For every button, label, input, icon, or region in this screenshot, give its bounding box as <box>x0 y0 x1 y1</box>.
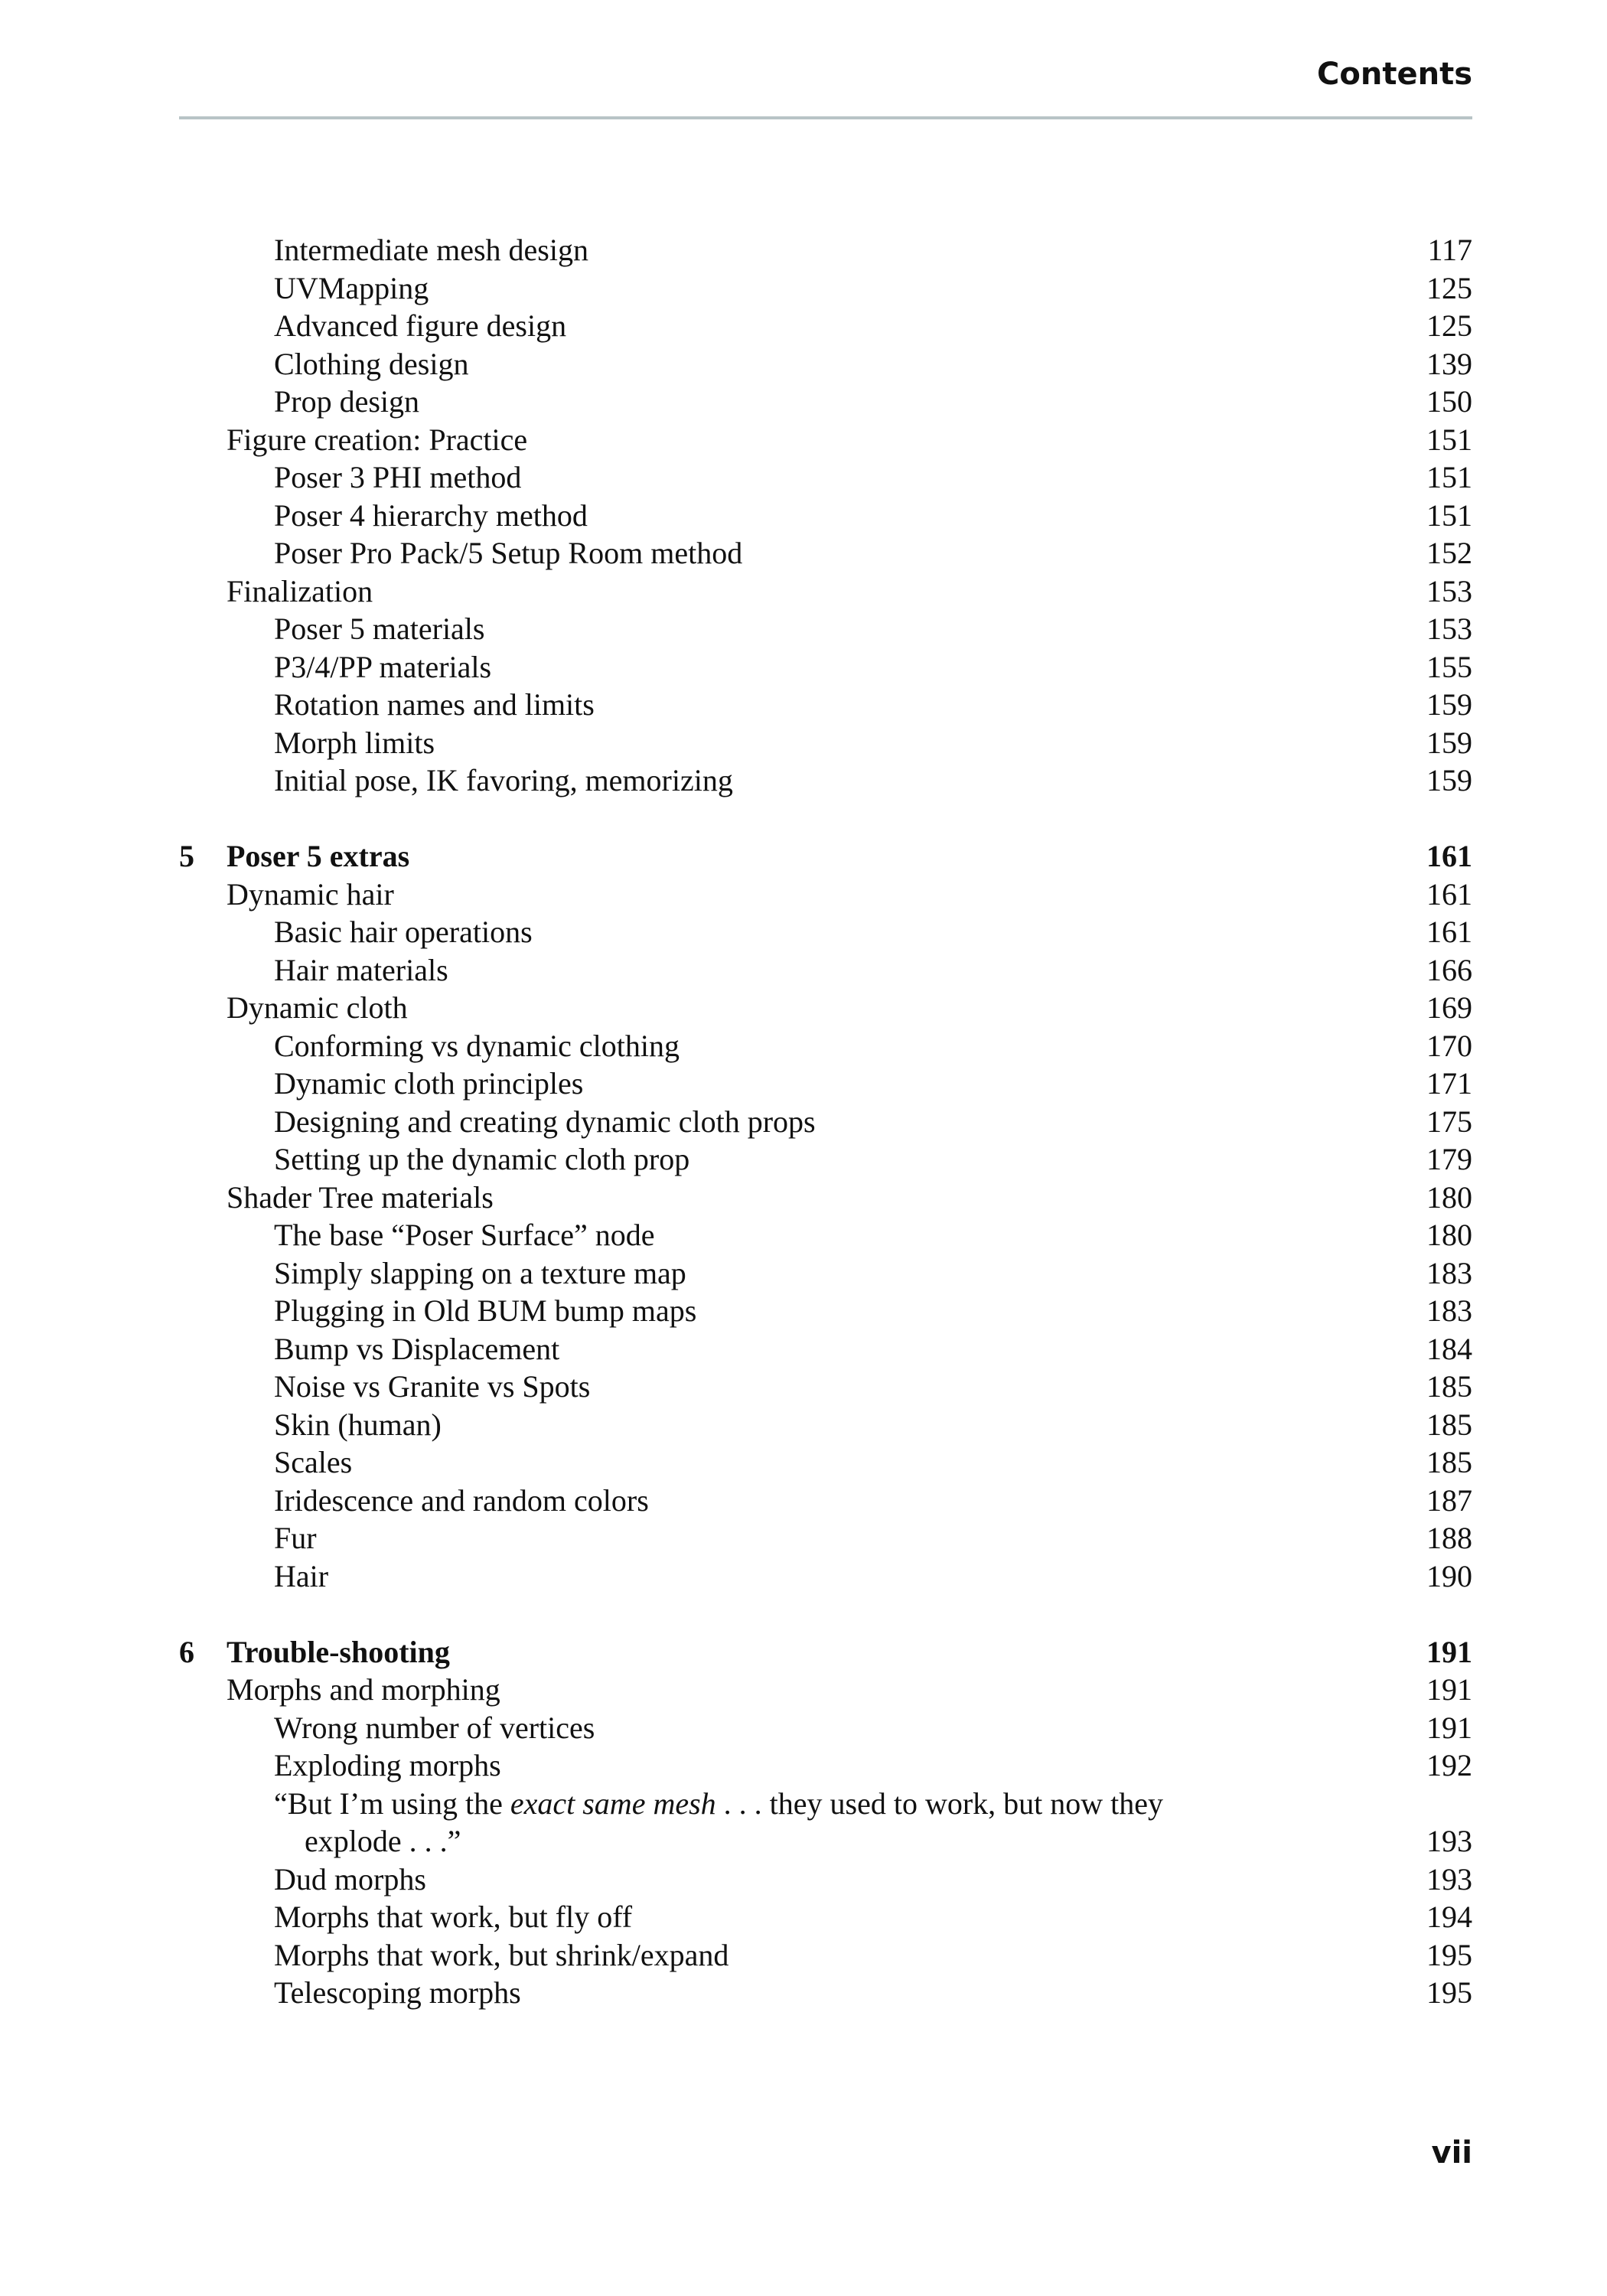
toc-section-page: 180 <box>1426 1179 1472 1215</box>
toc-entry[interactable] <box>179 1368 1472 1406</box>
toc-entry[interactable] <box>179 1406 1472 1444</box>
toc-section-title: Shader Tree materials <box>227 1179 494 1215</box>
toc-entry-page: 125 <box>1426 270 1472 305</box>
toc-section-page: 153 <box>1426 573 1472 608</box>
chapter-title: Trouble-shooting <box>227 1634 450 1669</box>
toc-entry[interactable] <box>179 1861 1472 1899</box>
toc-entry[interactable] <box>179 1254 1472 1293</box>
toc-entry-title: Poser 4 hierarchy method <box>274 497 588 533</box>
chapter-number: 6 <box>179 1634 194 1669</box>
toc-entry-title-continuation: explode . . .” <box>305 1824 461 1858</box>
toc-entry-title: Wrong number of vertices <box>274 1710 595 1745</box>
toc-entry-page: 125 <box>1426 308 1472 343</box>
toc-entry-page: 195 <box>1426 1937 1472 1972</box>
page-number: vii <box>1431 2135 1472 2170</box>
toc-entry-page: 179 <box>1426 1142 1472 1176</box>
toc-section[interactable] <box>179 1671 1472 1709</box>
toc-entry[interactable] <box>179 686 1472 724</box>
toc-entry-title: Morph limits <box>274 725 435 760</box>
toc-entry[interactable] <box>179 1709 1472 1747</box>
toc-entry-title: Iridescence and random colors <box>274 1482 649 1518</box>
toc-section[interactable] <box>179 572 1472 611</box>
toc-entry-page: 151 <box>1426 497 1472 533</box>
toc-entry[interactable] <box>179 724 1472 762</box>
toc-entry-title: Telescoping morphs <box>274 1975 521 2010</box>
toc-entry-page: 190 <box>1426 1558 1472 1593</box>
toc-entry-page: 152 <box>1426 536 1472 570</box>
toc-section[interactable] <box>179 876 1472 914</box>
toc-entry[interactable] <box>179 458 1472 497</box>
toc-entry-title: Advanced figure design <box>274 308 567 343</box>
toc-entry[interactable] <box>179 269 1472 308</box>
toc-entry-page: 161 <box>1426 915 1472 949</box>
toc-entry-title: Dynamic cloth principles <box>274 1066 584 1101</box>
toc-entry-title: Basic hair operations <box>274 915 533 949</box>
toc-entry-title: Setting up the dynamic cloth prop <box>274 1142 690 1176</box>
toc-entry[interactable] <box>179 1898 1472 1936</box>
toc-entry-title: Plugging in Old BUM bump maps <box>274 1293 697 1328</box>
toc-section-page: 151 <box>1426 422 1472 457</box>
toc-entry[interactable] <box>179 1292 1472 1330</box>
toc-section[interactable] <box>179 989 1472 1027</box>
toc-entry-title: Hair materials <box>274 952 448 987</box>
toc-section-page: 161 <box>1426 876 1472 912</box>
toc-section-title: Figure creation: Practice <box>227 422 528 457</box>
toc-entry-title: Hair <box>274 1558 329 1593</box>
toc-section-page: 191 <box>1426 1672 1472 1707</box>
toc-entry-page: 139 <box>1426 346 1472 381</box>
toc-entry-title: Noise vs Granite vs Spots <box>274 1369 591 1404</box>
toc-entry[interactable] <box>179 1746 1472 1785</box>
toc-entry-title: Designing and creating dynamic cloth props <box>274 1104 816 1139</box>
toc-entry[interactable] <box>179 1216 1472 1254</box>
toc-section[interactable] <box>179 1179 1472 1217</box>
toc-entry-title: Clothing design <box>274 346 469 381</box>
toc-entry-page: 194 <box>1426 1900 1472 1934</box>
toc-entry-page: 117 <box>1427 233 1472 267</box>
chapter-title: Poser 5 extras <box>227 839 410 873</box>
toc-entry-multiline[interactable] <box>179 1785 1472 1823</box>
chapter-number: 5 <box>179 839 194 873</box>
toc-entry-title: Poser 3 PHI method <box>274 460 522 494</box>
toc-entry[interactable] <box>179 913 1472 951</box>
toc-entry-page: 183 <box>1426 1255 1472 1290</box>
toc-entry[interactable] <box>179 1330 1472 1368</box>
toc-entry[interactable] <box>179 1065 1472 1103</box>
toc-entry-title: Skin (human) <box>274 1407 442 1442</box>
toc-entry[interactable] <box>179 648 1472 687</box>
toc-entry-title: Poser 5 materials <box>274 612 485 646</box>
toc-section-title: Morphs and morphing <box>227 1672 500 1707</box>
toc-chapter-6[interactable] <box>179 1633 1472 1671</box>
toc-entry-continuation[interactable] <box>179 1822 1472 1861</box>
toc-entry-page: 159 <box>1426 725 1472 760</box>
toc-section-title: Finalization <box>227 573 373 608</box>
toc-entry[interactable] <box>179 534 1472 572</box>
toc-entry-title-emphasis: exact same mesh <box>510 1786 716 1821</box>
toc-entry[interactable] <box>179 1974 1472 2012</box>
toc-entry-page: 187 <box>1426 1482 1472 1518</box>
toc-entry-page: 159 <box>1426 763 1472 797</box>
toc-entry-page: 195 <box>1426 1975 1472 2010</box>
toc-entry-title: P3/4/PP materials <box>274 649 492 684</box>
toc-entry[interactable] <box>179 231 1472 269</box>
toc-entry-page: 159 <box>1426 687 1472 722</box>
toc-entry-title: Poser Pro Pack/5 Setup Room method <box>274 536 743 570</box>
toc-entry-page: 170 <box>1426 1028 1472 1063</box>
table-of-contents <box>179 231 1472 2012</box>
toc-entry[interactable] <box>179 1027 1472 1065</box>
toc-entry-title <box>274 1785 1163 1823</box>
toc-entry[interactable] <box>179 1443 1472 1482</box>
running-header <box>179 52 1472 119</box>
toc-entry-title: Morphs that work, but fly off <box>274 1900 633 1934</box>
toc-entry[interactable] <box>179 497 1472 535</box>
toc-entry-title: Exploding morphs <box>274 1748 501 1782</box>
toc-entry[interactable] <box>179 762 1472 800</box>
toc-entry-page: 188 <box>1426 1521 1472 1555</box>
toc-entry-page: 150 <box>1426 384 1472 419</box>
chapter-page: 191 <box>1426 1634 1472 1669</box>
toc-entry-title-part: . . . they used to work, but now they <box>715 1786 1164 1821</box>
toc-entry[interactable] <box>179 1140 1472 1179</box>
toc-entry[interactable] <box>179 951 1472 990</box>
toc-entry-page: 191 <box>1426 1710 1472 1745</box>
toc-entry-page: 193 <box>1426 1861 1472 1896</box>
toc-section-page: 169 <box>1426 990 1472 1025</box>
toc-entry[interactable] <box>179 610 1472 648</box>
toc-entry-title: The base “Poser Surface” node <box>274 1218 655 1252</box>
chapter-page: 161 <box>1426 839 1472 873</box>
toc-entry-title: Dud morphs <box>274 1861 426 1896</box>
toc-entry-title: Bump vs Displacement <box>274 1331 560 1366</box>
toc-entry-title: Intermediate mesh design <box>274 233 588 267</box>
toc-entry-title: Initial pose, IK favoring, memorizing <box>274 763 733 797</box>
toc-entry-page: 166 <box>1426 952 1472 987</box>
toc-chapter-5[interactable] <box>179 837 1472 876</box>
toc-entry-title: Scales <box>274 1445 353 1479</box>
toc-entry-page: 151 <box>1426 460 1472 494</box>
toc-entry-page: 171 <box>1426 1066 1472 1101</box>
toc-entry-title: Prop design <box>274 384 419 419</box>
toc-entry-page: 185 <box>1426 1369 1472 1404</box>
toc-entry[interactable] <box>179 1936 1472 1975</box>
toc-entry-page: 180 <box>1426 1218 1472 1252</box>
toc-entry-title-part: “But I’m using the <box>274 1786 510 1821</box>
toc-entry-page: 175 <box>1426 1104 1472 1139</box>
toc-entry-title: Fur <box>274 1521 317 1555</box>
header-title: Contents <box>1317 57 1472 92</box>
toc-entry-title: Rotation names and limits <box>274 687 595 722</box>
toc-entry-title: Simply slapping on a texture map <box>274 1255 686 1290</box>
toc-entry-page: 185 <box>1426 1445 1472 1479</box>
toc-entry[interactable] <box>179 1103 1472 1141</box>
toc-entry-page: 184 <box>1426 1331 1472 1366</box>
toc-entry[interactable] <box>179 1482 1472 1520</box>
toc-entry-page: 155 <box>1426 649 1472 684</box>
toc-entry-page: 183 <box>1426 1293 1472 1328</box>
toc-entry-title: Morphs that work, but shrink/expand <box>274 1937 729 1972</box>
toc-entry[interactable] <box>179 307 1472 345</box>
toc-section[interactable] <box>179 421 1472 459</box>
toc-section-title: Dynamic hair <box>227 876 394 912</box>
toc-entry[interactable] <box>179 383 1472 421</box>
toc-entry-page: 193 <box>1426 1824 1472 1858</box>
toc-entry[interactable] <box>179 1519 1472 1557</box>
toc-section-title: Dynamic cloth <box>227 990 408 1025</box>
toc-entry-page: 185 <box>1426 1407 1472 1442</box>
toc-entry-title: Conforming vs dynamic clothing <box>274 1028 680 1063</box>
toc-entry-page: 153 <box>1426 612 1472 646</box>
toc-entry-page: 192 <box>1426 1748 1472 1782</box>
toc-entry[interactable] <box>179 345 1472 383</box>
toc-entry-title: UVMapping <box>274 270 429 305</box>
toc-entry[interactable] <box>179 1557 1472 1596</box>
